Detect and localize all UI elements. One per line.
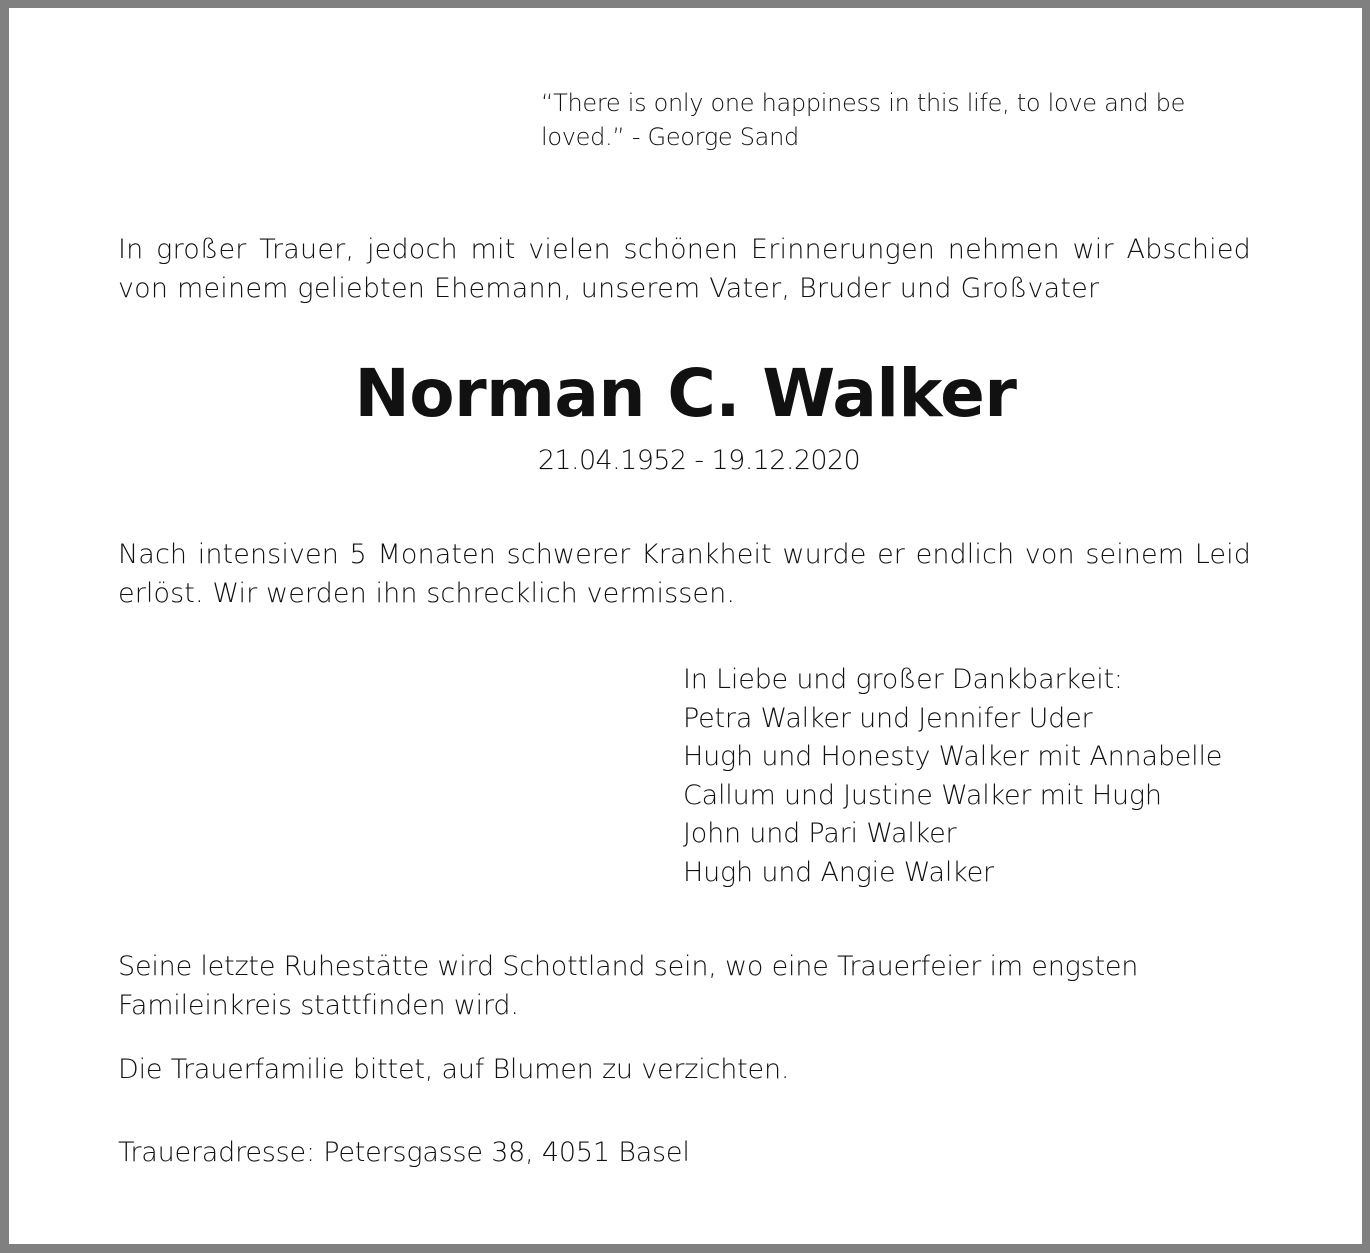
signers-heading: In Liebe und großer Dankbarkeit: [683, 664, 1123, 695]
signer-name: Petra Walker und Jennifer Uder [683, 702, 1093, 734]
obituary-page [9, 8, 1362, 1244]
illness-text: Nach intensiven 5 Monaten schwerer Krankheit wurde er endlich von seinem Leid erlöst. Wir werden ihn schrecklich vermissen. [118, 539, 1251, 609]
life-dates: 21.04.1952 - 19.12.2020 [537, 445, 861, 476]
deceased-name: Norman C. Walker [354, 355, 1017, 432]
signers-list [683, 661, 1323, 892]
flowers-note: Die Trauerfamilie bittet, auf Blumen zu verzichten. [118, 1054, 790, 1085]
signer-name: John und Pari Walker [683, 818, 957, 849]
signer-name: Hugh und Angie Walker [683, 856, 994, 888]
signer-name: Hugh und Honesty Walker mit Annabelle [683, 741, 1223, 772]
resting-place-text: Seine letzte Ruhestätte wird Schottland sein, wo eine Trauerfeier im engsten Famileinkreis stattfinden wird. [118, 951, 1139, 1021]
quote-text: “There is only one happiness in this life, to love and be loved.” - George Sand [541, 89, 1186, 151]
mourning-address: Traueradresse: Petersgasse 38, 4051 Basel [118, 1137, 690, 1168]
intro-text: In großer Trauer, jedoch mit vielen schönen Erinnerungen nehmen wir Abschied von meinem geliebten Ehemann, unserem Vater, Bruder und Großvater [118, 234, 1251, 304]
signer-name: Callum und Justine Walker mit Hugh [683, 779, 1162, 811]
